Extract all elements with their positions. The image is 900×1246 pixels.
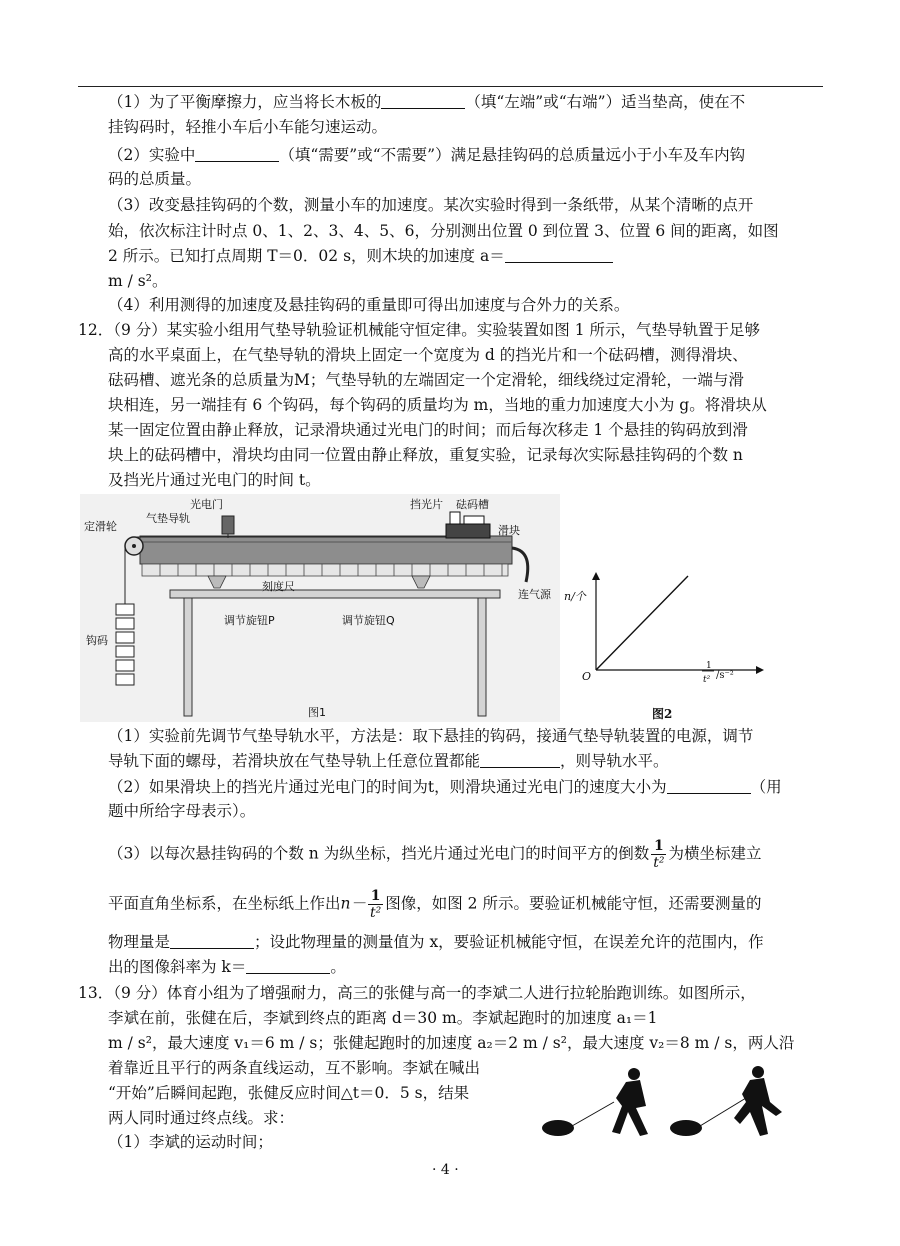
- q12-s2-line2: 题中所给字母表示）。: [108, 802, 256, 820]
- q12-s3-line3: 物理量是 ；设此物理量的测量值为 x，要验证机械能守恒，在误差允许的范围内，作: [108, 933, 764, 951]
- answer-blank-q11-2[interactable]: [195, 145, 279, 162]
- header-rule: [78, 86, 823, 87]
- q13-line1: 13．（9 分）体育小组为了增强耐力，高三的张健与高一的李斌二人进行拉轮胎跑训练。如图所示，: [78, 984, 756, 1002]
- q13-line6: 两人同时通过终点线。求：: [108, 1109, 295, 1127]
- label-slider: 滑块: [498, 524, 520, 537]
- figure-2-graph: [560, 560, 770, 726]
- answer-blank-q12-1[interactable]: [480, 751, 560, 768]
- label-knob-p: 调节旋钮P: [224, 614, 275, 627]
- answer-blank-q11-1[interactable]: [381, 92, 465, 109]
- fraction-1-over-t2: $\frac{1}{\text{t²}}$: [653, 838, 665, 871]
- answer-blank-q12-2[interactable]: [667, 777, 751, 794]
- air-track: [140, 536, 512, 564]
- q12-intro-6: 块上的砝码槽中，滑块均由同一位置由静止释放，重复实验，记录每次实际悬挂钩码的个数 n: [108, 446, 743, 464]
- label-knob-q: 调节旋钮Q: [342, 614, 395, 627]
- label-pulley: 定滑轮: [84, 520, 117, 533]
- label-slot: 砝码槽: [456, 498, 489, 511]
- q11-p3-line1: （3）改变悬挂钩码的个数，测量小车的加速度。某次实验时得到一条纸带，从某个清晰的点开: [108, 196, 754, 214]
- label-air: 连气源: [518, 588, 551, 601]
- q12-intro-4: 块相连，另一端挂有 6 个钩码，每个钩码的质量均为 m，当地的重力加速度大小为 g。将滑块从: [108, 396, 767, 414]
- q11-p3-line4: m / s²。: [108, 272, 168, 290]
- page-number: · 4 ·: [432, 1162, 459, 1178]
- q11-p3-line2: 始，依次标注计时点 0、1、2、3、4、5、6，分别测出位置 0 到位置 3、位置 6 间的距离，如图: [108, 222, 779, 240]
- table-leg-left: [184, 598, 192, 716]
- label-weights: 钩码: [86, 634, 108, 647]
- q11-p1-line2: 挂钩码时，轻推小车后小车能匀速运动。: [108, 118, 388, 136]
- q11-p3-line3: 2 所示。已知打点周期 T＝0．02 s，则木块的加速度 a＝: [108, 245, 613, 267]
- label-ruler: 刻度尺: [262, 580, 295, 593]
- origin-label: O: [582, 670, 592, 683]
- q13-line4: 着靠近且平行的两条直线运动，互不影响。李斌在喊出: [108, 1059, 481, 1077]
- x-frac-den: t²: [703, 675, 711, 685]
- slider: [446, 524, 490, 538]
- q12-intro-1: 12．（9 分）某实验小组用气垫导轨验证机械能守恒定律。实验装置如图 1 所示，气垫导轨置于足够: [78, 321, 760, 339]
- q12-s2-line1: （2）如果滑块上的挡光片通过光电门的时间为t，则滑块通过光电门的速度大小为 （用: [108, 778, 782, 796]
- q12-s3-line4: 出的图像斜率为 k＝ 。: [108, 958, 346, 976]
- runners-illustration: [536, 1062, 786, 1142]
- q13-line2: 李斌在前，张健在后，李斌到终点的距离 d＝30 m。李斌起跑时的加速度 a₁＝1: [108, 1009, 658, 1027]
- ruler: [142, 564, 508, 576]
- q13-line5: “开始”后瞬间起跑，张健反应时间△t＝0．5 s，结果: [108, 1084, 470, 1102]
- x-frac-num: 1: [706, 661, 712, 671]
- table-leg-right: [478, 598, 486, 716]
- x-axis-unit: /s⁻²: [716, 670, 734, 681]
- weight-slot: [464, 516, 484, 524]
- q12-s1-line2: 导轨下面的螺母，若滑块放在气垫导轨上任意位置都能 ，则导轨水平。: [108, 752, 669, 770]
- y-axis-label: n/个: [564, 590, 586, 603]
- q11-p2-line1: （2）实验中 （填“需要”或“不需要”）满足悬挂钩码的总质量远小于小车及车内钩: [108, 146, 746, 164]
- label-gate: 光电门: [190, 498, 223, 511]
- answer-blank-q12-4[interactable]: [246, 957, 330, 974]
- runner-right: [670, 1066, 782, 1136]
- photogate: [222, 516, 234, 534]
- label-shade: 挡光片: [410, 498, 443, 511]
- table-top: [170, 590, 500, 598]
- label-track: 气垫导轨: [146, 512, 190, 525]
- q12-intro-3: 砝码槽、遮光条的总质量为M；气垫导轨的左端固定一个定滑轮，细线绕过定滑轮，一端与滑: [108, 371, 744, 389]
- q13-line3: m / s²，最大速度 v₁＝6 m / s；张健起跑时的加速度 a₂＝2 m / s²，最大速度 v₂＝8 m / s，两人沿: [108, 1034, 795, 1052]
- runner-left: [542, 1068, 648, 1136]
- q12-intro-7: 及挡光片通过光电门的时间 t。: [108, 471, 321, 489]
- shading-plate: [450, 512, 460, 524]
- figure-1-caption: 图1: [308, 706, 326, 719]
- q12-intro-5: 某一固定位置由静止释放，记录滑块通过光电门的时间；而后每次移走 1 个悬挂的钩码放到滑: [108, 421, 748, 439]
- fit-line: [596, 576, 688, 670]
- figure-1-air-track: [80, 494, 560, 722]
- q12-intro-2: 高的水平桌面上，在气垫导轨的滑块上固定一个宽度为 d 的挡光片和一个砝码槽，测得滑块、: [108, 346, 748, 364]
- answer-blank-q11-3[interactable]: [505, 246, 613, 263]
- q12-s1-line1: （1）实验前先调节气垫导轨水平，方法是：取下悬挂的钩码，接通气垫导轨装置的电源，调节: [108, 727, 754, 745]
- figure-2-caption: 图2: [652, 707, 673, 721]
- q11-p2-line2: 码的总质量。: [108, 170, 202, 188]
- q13-line7: （1）李斌的运动时间；: [108, 1133, 273, 1151]
- q11-p4: （4）利用测得的加速度及悬挂钩码的重量即可得出加速度与合外力的关系。: [108, 296, 630, 314]
- q11-p1-line1: （1）为了平衡摩擦力，应当将长木板的 （填“左端”或“右端”）适当垫高，使在不: [108, 93, 746, 111]
- q12-s3-line2: 平面直角坐标系，在坐标纸上作出n－ $\frac{1}{\text{t²}}$ 图像，如图 2 所示。要验证机械能守恒，还需要测量的: [108, 888, 762, 921]
- fraction-1-over-t2-b: $\frac{1}{\text{t²}}$: [370, 888, 382, 921]
- q12-s3-line1: （3）以每次悬挂钩码的个数 n 为纵坐标，挡光片通过光电门的时间平方的倒数 $\frac{1}{\text{t²}}$ 为横坐标建立: [108, 838, 762, 871]
- answer-blank-q12-3[interactable]: [170, 932, 254, 949]
